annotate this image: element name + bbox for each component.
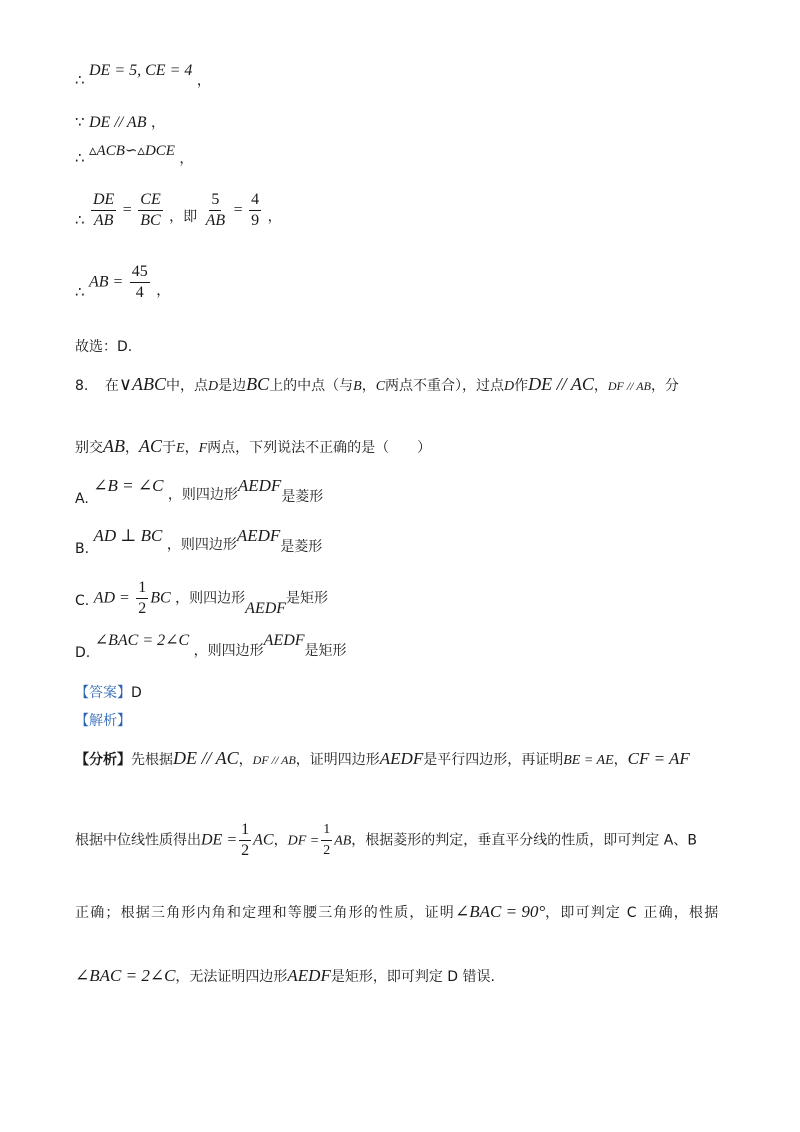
text: 中，点 (165, 378, 208, 394)
analysis-line-2 (75, 820, 697, 861)
analysis-line-4 (75, 966, 495, 986)
text: ，则四边形 (166, 537, 237, 553)
analysis-line-3 (75, 902, 719, 922)
text: ，则四边形 (193, 643, 264, 659)
therefore-symbol: ∴ (75, 71, 85, 89)
text: ，分 (650, 378, 679, 394)
text: ，证明四边形 (295, 752, 380, 768)
text: ，则四边形 (175, 590, 246, 607)
option-label: C. (75, 592, 90, 609)
triangle-abc: ∨ABC (118, 374, 166, 394)
segment-ab: AB (103, 436, 125, 456)
text: 正确；根据三角形内角和定理和等腰三角形的性质，证明 (75, 905, 455, 921)
therefore-symbol: ∴ (75, 210, 85, 229)
denominator: 9 (251, 212, 260, 229)
question-line-2 (75, 436, 431, 457)
quadrilateral-aedf: AEDF (245, 599, 287, 617)
segment-bc: BC (246, 374, 270, 394)
denominator: AB (93, 212, 114, 229)
lhs: DF = (287, 833, 320, 849)
step-de-ce (75, 60, 211, 89)
text: 在 (104, 378, 119, 394)
option-label: A. (75, 491, 89, 507)
rhs: BC (150, 589, 171, 607)
connector-text: ，即 (169, 208, 198, 225)
option-condition: AD ⊥ BC (93, 526, 163, 545)
option-condition: ∠BAC = 2∠C (94, 632, 190, 649)
quadrilateral-aedf: AEDF (263, 632, 305, 649)
text: ， (125, 440, 139, 456)
text: ，则四边形 (167, 487, 238, 503)
text: 作 (514, 378, 529, 394)
text: 根据中位线性质得出 (75, 832, 201, 849)
lhs: DE = (201, 831, 238, 849)
text: 先根据 (131, 752, 173, 768)
therefore-symbol: ∴ (75, 149, 85, 167)
option-a (75, 476, 324, 507)
step-expression: DE // AB (89, 114, 147, 131)
quadrilateral-aedf: AEDF (379, 749, 424, 768)
text: 上的中点（与 (269, 378, 354, 394)
text: 两点，下列说法不正确的是（ ） (207, 440, 432, 456)
step-expression: ▵ACB∽▵DCE (89, 143, 175, 159)
denominator: 2 (323, 843, 331, 858)
point-c: C (375, 379, 386, 394)
denominator: 2 (138, 600, 147, 617)
text: 于 (162, 440, 177, 456)
text: 是边 (218, 378, 247, 394)
question-number: 8. (75, 378, 89, 394)
text: 是矩形 (286, 590, 329, 607)
answer-tag: 【答案】 (75, 685, 131, 701)
numerator: 4 (249, 190, 261, 211)
denominator: BC (140, 212, 161, 229)
option-label: B. (75, 541, 90, 557)
point-e: E (176, 441, 185, 456)
fraction (239, 820, 251, 861)
de-parallel-ac: DE // AC (528, 374, 594, 394)
text: ， (593, 378, 608, 394)
step-parallel (75, 112, 165, 132)
punctuation: ， (267, 208, 282, 225)
text: 是菱形 (280, 539, 323, 555)
answer-line (75, 682, 142, 702)
numerator: 1 (136, 578, 148, 599)
text: ， (238, 752, 253, 768)
text: ，即可判定 C 正确，根据 (545, 905, 720, 921)
point-d: D (207, 379, 219, 394)
numerator: 1 (239, 820, 251, 841)
lhs: AB = (89, 273, 124, 291)
step-similar (75, 140, 194, 167)
fraction (91, 190, 116, 231)
analysis-tag: 【分析】 (75, 752, 131, 768)
answer-value: D (131, 685, 142, 701)
numerator: 45 (130, 262, 150, 283)
punctuation: ， (196, 73, 211, 89)
analysis-line-1 (75, 748, 690, 769)
be-equals-ae: BE = AE (563, 753, 614, 768)
option-c (75, 578, 328, 619)
fraction (136, 578, 148, 619)
numerator: CE (138, 190, 162, 211)
text: ， (613, 752, 628, 768)
denominator: 4 (135, 284, 144, 301)
equals-sign: = (233, 201, 243, 219)
text: 是矩形 (304, 643, 347, 659)
text: 两点不重合），过点 (385, 378, 505, 394)
question-line-1 (75, 374, 679, 395)
point-d: D (504, 379, 515, 394)
segment-ac: AC (253, 831, 274, 849)
text: 别交 (75, 440, 103, 456)
point-f: F (198, 441, 208, 456)
punctuation: ， (179, 151, 194, 167)
fraction (138, 190, 162, 231)
step-expression: DE = 5, CE = 4 (89, 62, 193, 79)
option-b (75, 526, 323, 557)
df-parallel-ab: DF // AB (252, 753, 296, 767)
fraction (249, 190, 261, 231)
cf-equals-af: CF = AF (627, 749, 690, 768)
because-symbol: ∵ (75, 113, 85, 131)
choice-result: 故选：D. (75, 339, 133, 355)
solution-tag: 【解析】 (75, 713, 131, 729)
numerator: 1 (321, 820, 332, 841)
lhs: AD = (93, 589, 130, 607)
fraction (130, 262, 150, 303)
df-parallel-ab: DF // AB (607, 379, 651, 393)
equals-sign: = (122, 201, 132, 219)
quadrilateral-aedf: AEDF (236, 526, 281, 545)
text: ， (184, 440, 199, 456)
text: 是平行四边形，再证明 (423, 752, 564, 768)
numerator: 5 (209, 190, 221, 211)
text: 是矩形，即可判定 D 错误. (330, 969, 495, 985)
segment-ac: AC (139, 436, 163, 456)
quadrilateral-aedf: AEDF (237, 476, 282, 495)
denominator: AB (205, 212, 226, 229)
step-ratio (75, 190, 282, 231)
option-d (75, 630, 347, 661)
angle-bac-90: ∠BAC = 90° (455, 902, 546, 921)
denominator: 2 (241, 842, 250, 859)
fraction (204, 190, 228, 231)
therefore-symbol: ∴ (75, 282, 85, 301)
text: 是菱形 (281, 489, 324, 505)
de-parallel-ac: DE // AC (173, 748, 239, 768)
text: ， (273, 832, 288, 849)
numerator: DE (91, 190, 116, 211)
text: ，根据菱形的判定，垂直平分线的性质，即可判定 A、B (351, 832, 697, 849)
point-b: B (353, 379, 362, 394)
fraction (321, 820, 332, 861)
punctuation: ， (156, 282, 171, 299)
text: ， (361, 378, 376, 394)
text: ，无法证明四边形 (175, 969, 288, 985)
step-ab-value (75, 262, 170, 303)
option-condition: ∠B = ∠C (93, 476, 164, 495)
angle-condition: ∠BAC = 2∠C (75, 966, 176, 985)
quadrilateral-aedf: AEDF (287, 966, 331, 985)
punctuation: ， (150, 115, 165, 131)
segment-ab: AB (334, 833, 352, 849)
option-label: D. (75, 645, 91, 661)
